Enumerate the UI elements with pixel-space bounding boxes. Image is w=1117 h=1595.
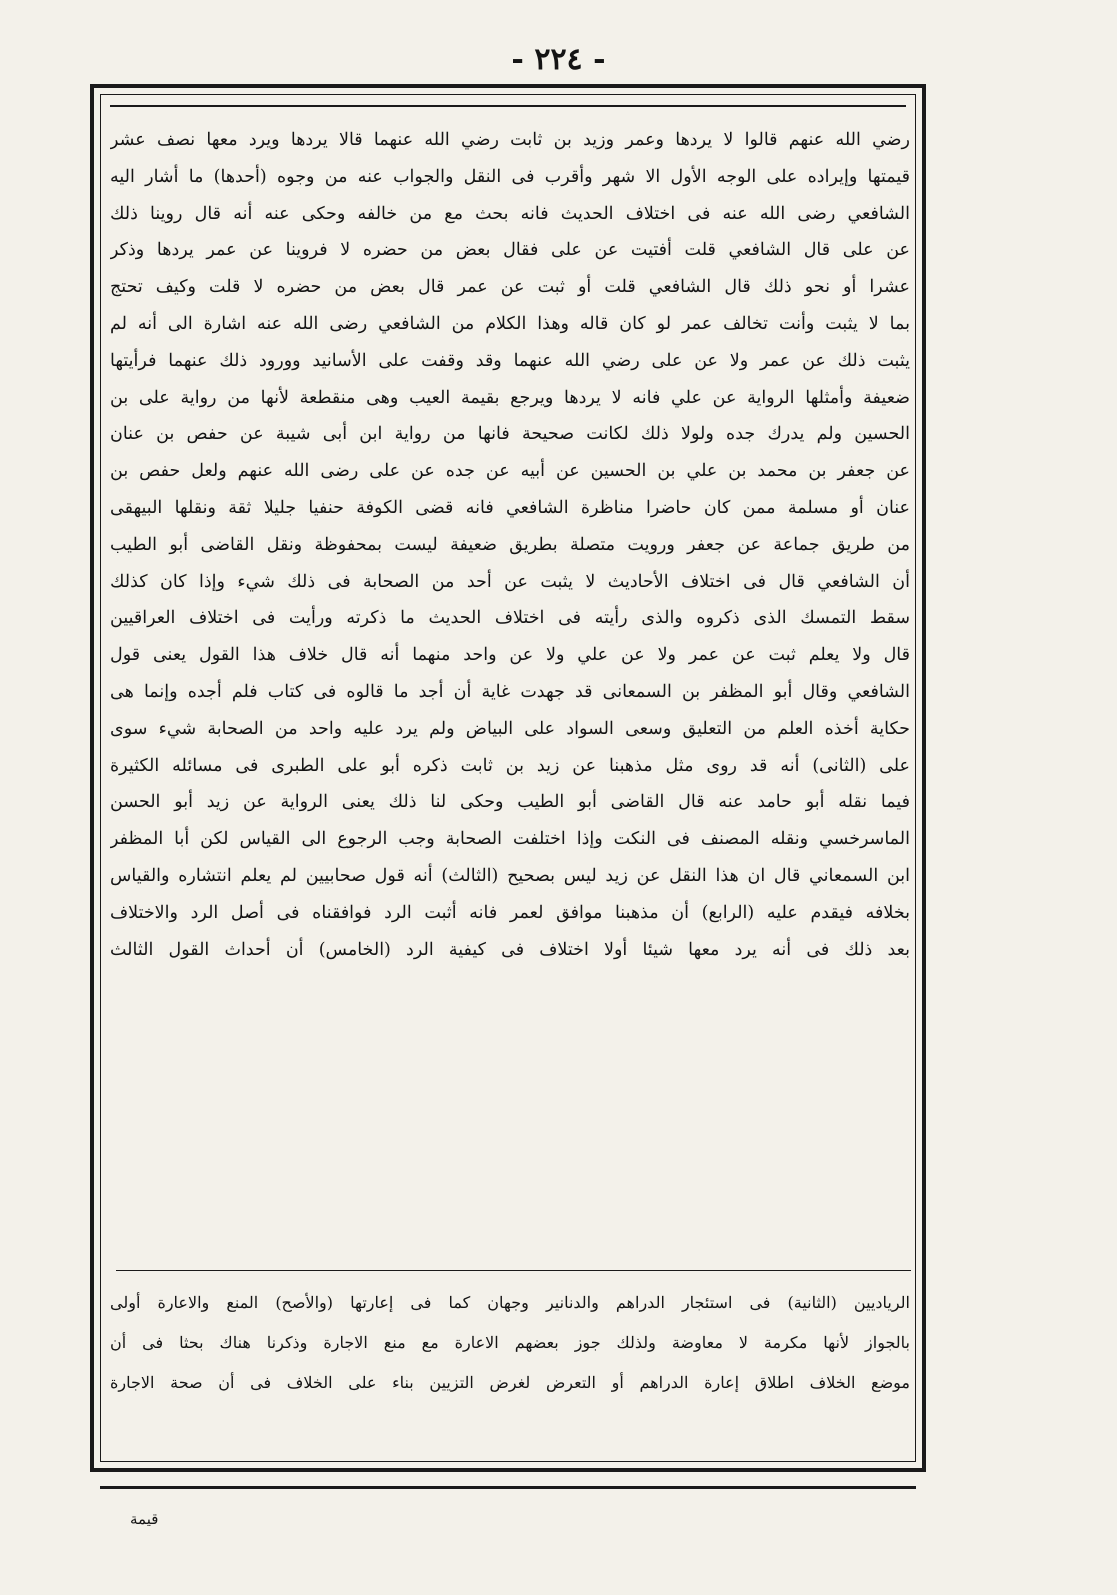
main-line: بخلافه فيقدم عليه (الرابع) أن مذهبنا موافق لعمر فانه أثبت الرد فوافقناه فى أصل الرد والاختلاف — [110, 902, 910, 923]
main-line: يثبت ذلك عن عمر ولا عن على رضي الله عنهما وقد وقفت على الأسانيد وورود ذلك عنهما فرأيتها — [110, 350, 910, 371]
main-line: حكاية أخذه العلم من التعليق وسعى السواد على البياض ولم يرد عليه واحد من الصحابة شيء سوى — [110, 718, 910, 739]
main-line: أن الشافعي قال فى اختلاف الأحاديث لا يثبت عن أحد من الصحابة فى ذلك شيء وإذا كان كذلك — [110, 571, 910, 592]
main-text-block — [110, 122, 910, 968]
main-line: بعد ذلك فى أنه يرد معها شيئا أولا اختلاف فى كيفية الرد (الخامس) أن أحداث القول الثالث — [110, 939, 910, 960]
footnote-block — [110, 1283, 910, 1403]
footnote-separator — [116, 1270, 911, 1271]
main-line: الحسين ولم يدرك جده ولولا ذلك لكانت صحيحة فانها من رواية ابن أبى شيبة عن حفص بن عنان — [110, 424, 910, 445]
page-number: - ٢٢٤ - — [511, 42, 606, 77]
main-line: عنان أو مسلمة ممن كان حاضرا مناظرة الشافعي فانه قضى الكوفة حنفيا جليلا ثقة ونقلها البيهقى — [110, 497, 910, 518]
top-rule — [110, 105, 906, 107]
main-line: قال ولا يعلم ثبت عن عمر ولا عن علي ولا عن واحد منهما أنه قال خلاف هذا القول يعنى قول — [110, 645, 910, 666]
main-line: الماسرخسي ونقله المصنف فى النكت وإذا اختلفت الصحابة وجب الرجوع الى القياس لكن أبا المظفر — [110, 829, 910, 850]
main-line: قيمتها وإيراده على الوجه الأول الا شهر وأقرب فى النقل والجواب عنه من وجوه (أحدها) ما أشار اليه — [110, 166, 910, 187]
main-line: ضعيفة وأمثلها الرواية عن علي فانه لا يردها ويرجع بقيمة العيب وهى منقطعة لأنها من رواية على بن — [110, 387, 910, 408]
main-line: عشرا أو نحو ذلك قال الشافعي قلت أو ثبت عن عمر قال بعض من حضره لا قلت وكيف تحتج — [110, 277, 910, 298]
main-line: من طريق جماعة عن جعفر ورويت متصلة بطريق ضعيفة ليست بمحفوظة ونقل القاضى أبو الطيب — [110, 534, 910, 555]
main-line: ابن السمعاني قال ان هذا النقل عن زيد ليس بصحيح (الثالث) أنه قول صحابيين لم يعلم انتشاره والقياس — [110, 865, 910, 886]
catchword: قيمة — [130, 1510, 159, 1528]
main-line: الشافعي رضى الله عنه فى اختلاف الحديث فانه بحث مع من خالفه وحكى عنه أنه قال روينا ذلك — [110, 203, 910, 224]
bottom-rule — [100, 1486, 916, 1489]
main-line: رضي الله عنهم قالوا لا يردها وعمر وزيد بن ثابت رضي الله عنهما قالا يردها ويرد معها نصف عشر — [110, 130, 910, 150]
main-line: على (الثانى) أنه قد روى مثل مذهبنا عن زيد بن ثابت ذكره أبو على الطبرى فى مسائله الكثيرة — [110, 755, 910, 776]
main-line: الشافعي وقال أبو المظفر بن السمعانى قد جهدت غاية أن أجد ما قالوه فى كتاب فلم أجده وإنما هى — [110, 681, 910, 702]
main-line: عن على قال الشافعي قلت أفتيت عن على فقال بعض من حضره لا فروينا عن عمر يردها وذكر — [110, 240, 910, 261]
main-line: سقط التمسك الذى ذكروه والذى رأيته فى اختلاف الحديث ما ذكرته ورأيت فى اختلاف العراقيين — [110, 608, 910, 629]
footnote-line: موضع الخلاف اطلاق إعارة الدراهم أو التعرض لغرض التزيين بناء على الخلاف فى أن صحة الاجارة — [110, 1373, 910, 1392]
footnote-line: الرياديين (الثانية) فى استئجار الدراهم والدنانير وجهان كما فى إعارتها (والأصح) المنع والاعارة أولى — [110, 1293, 910, 1312]
main-line: عن جعفر بن محمد بن علي بن الحسين عن أبيه عن جده عن على رضى الله عنهم ولعل حفص بن — [110, 461, 910, 482]
main-line: بما لا يثبت وأنت تخالف عمر لو كان قاله وهذا الكلام من الشافعي رضى الله عنه اشارة الى أنه لم — [110, 313, 910, 334]
footnote-line: بالجواز لأنها مكرمة لا معاوضة ولذلك جوز بعضهم الاعارة مع منع الاجارة وذكرنا هناك بحثا فى أن — [110, 1333, 910, 1352]
main-line: فيما نقله أبو حامد عنه قال القاضى أبو الطيب وحكى لنا ذلك يعنى الرواية عن زيد أبو الحسن — [110, 792, 910, 813]
